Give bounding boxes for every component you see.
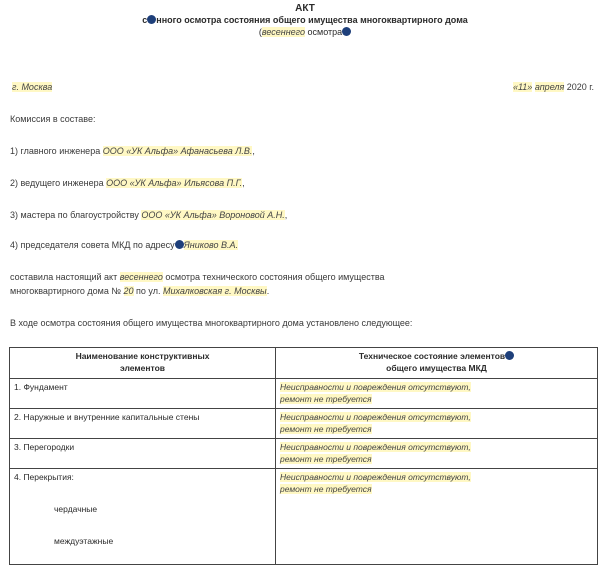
- member-name: Вороновой А.Н.: [216, 210, 285, 220]
- header-line: [280, 350, 593, 362]
- house-number-field: 20: [123, 286, 134, 296]
- date-year: 2020 г.: [564, 82, 594, 92]
- member-org: ООО «УК Альфа»: [141, 210, 217, 220]
- act-line-1: [10, 272, 385, 282]
- table-row: [10, 469, 598, 565]
- table-row: [10, 439, 598, 469]
- header-line: Наименование конструктивных: [75, 351, 210, 361]
- act-text: многоквартирного дома №: [10, 286, 124, 296]
- state-cell: [276, 409, 598, 439]
- member-role: 4) председателя совета МКД по адресу: [10, 240, 175, 250]
- state-cell: [276, 469, 598, 565]
- state-text: ремонт не требуется: [280, 394, 372, 404]
- intro-text: В ходе осмотра состояния общего имущества многоквартирного дома установлено следующее:: [10, 318, 413, 328]
- element-cell: 2. Наружные и внутренние капитальные стены: [10, 409, 276, 439]
- season-field: весеннего: [119, 272, 163, 282]
- act-text: осмотра технического состояния общего имущества: [162, 272, 385, 282]
- subtitle-text: нного осмотра состояния общего имущества многоквартирного дома: [156, 15, 468, 25]
- document-subtitle: [0, 15, 610, 25]
- inspection-word: осмотра: [305, 27, 343, 37]
- state-text: ремонт не требуется: [280, 484, 372, 494]
- element-subitem: чердачные: [54, 504, 98, 514]
- member-1: [10, 146, 255, 156]
- document-title: АКТ: [295, 3, 315, 14]
- commission-label: Комиссия в составе:: [10, 114, 96, 124]
- state-text: Неисправности и повреждения отсутствуют,: [280, 412, 471, 422]
- date-day: «11»: [512, 82, 533, 92]
- member-org: ООО «УК Альфа»: [106, 178, 182, 188]
- table-row: [10, 409, 598, 439]
- member-role: 1) главного инженера: [10, 146, 103, 156]
- act-line-2: [10, 286, 269, 296]
- street-field: Михалковская: [162, 286, 223, 296]
- act-text: составила настоящий акт: [10, 272, 120, 282]
- redaction-dot-icon: [147, 15, 156, 24]
- act-text: по ул.: [133, 286, 163, 296]
- date-month: апреля: [534, 82, 565, 92]
- element-cell: 3. Перегородки: [10, 439, 276, 469]
- redaction-dot-icon: [175, 240, 184, 249]
- redaction-dot-icon: [505, 351, 514, 360]
- member-2: [10, 178, 245, 188]
- inspection-type-line: [0, 27, 610, 37]
- element-cell: 1. Фундамент: [10, 379, 276, 409]
- city: г. Москва: [12, 82, 53, 92]
- act-text: .: [266, 286, 270, 296]
- member-org: ООО «УК Альфа»: [102, 146, 179, 156]
- member-4: [10, 240, 238, 250]
- state-text: Неисправности и повреждения отсутствуют,: [280, 382, 471, 392]
- season-field: весеннего: [261, 27, 306, 37]
- redaction-dot-icon: [342, 27, 351, 36]
- header-line: элементов: [119, 363, 165, 373]
- column-header-elements: [10, 348, 276, 379]
- member-suffix: ,: [284, 210, 288, 220]
- table-row: [10, 379, 598, 409]
- inspection-table: [9, 347, 598, 565]
- subtitle-prefix: с: [142, 15, 148, 25]
- state-text: Неисправности и повреждения отсутствуют,: [280, 472, 471, 482]
- member-suffix: ,: [242, 178, 245, 188]
- member-role: 2) ведущего инженера: [10, 178, 107, 188]
- member-name: Афанасьева Л.В.: [178, 146, 253, 156]
- place-field: [12, 82, 52, 92]
- element-name: 4. Перекрытия:: [14, 472, 74, 482]
- state-cell: [276, 439, 598, 469]
- member-3: [10, 210, 287, 220]
- city-field: г. Москвы: [222, 286, 267, 296]
- element-subitem: междуэтажные: [54, 536, 114, 546]
- element-cell: [10, 469, 276, 565]
- paren-open: (: [258, 27, 262, 37]
- date-field: [513, 82, 594, 92]
- table-header-row: [10, 348, 598, 379]
- member-role: 3) мастера по благоустройству: [10, 210, 142, 220]
- member-name: Ильясова П.Г.: [181, 178, 243, 188]
- header-line: общего имущества МКД: [386, 363, 487, 373]
- header-text: Техническое состояние элементов: [358, 351, 506, 361]
- state-text: ремонт не требуется: [280, 454, 372, 464]
- state-cell: [276, 379, 598, 409]
- state-text: Неисправности и повреждения отсутствуют,: [280, 442, 471, 452]
- member-name: Яниково В.А.: [183, 240, 239, 250]
- member-suffix: ,: [252, 146, 255, 156]
- column-header-state: [276, 348, 598, 379]
- state-text: ремонт не требуется: [280, 424, 372, 434]
